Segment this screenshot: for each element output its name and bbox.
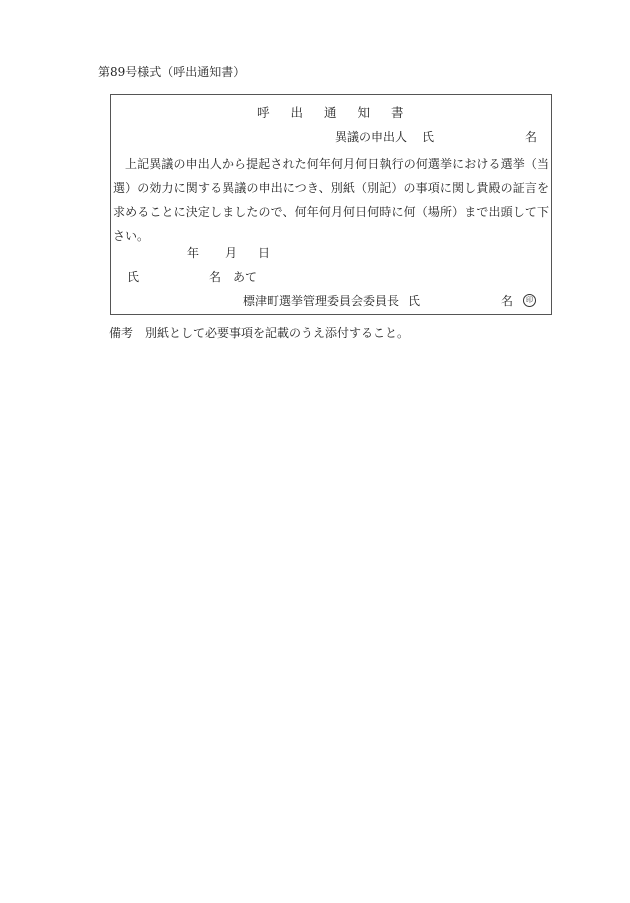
seal-mark: 印 [523, 294, 536, 307]
summons-notice-box [110, 94, 552, 315]
addressee-suffix: あて [233, 270, 258, 284]
applicant-given-name-label: 名 [525, 130, 538, 144]
addressee-surname-label: 氏 [127, 270, 140, 284]
remarks-text: 別紙として必要事項を記載のうえ添付すること。 [145, 326, 410, 340]
remarks-label: 備考 [109, 326, 134, 340]
applicant-label: 異議の申出人 [335, 130, 408, 144]
sender-surname-label: 氏 [408, 294, 421, 308]
sender-given-name-label: 名 [501, 294, 514, 308]
date-day-label: 日 [258, 246, 271, 260]
sender-organization: 標津町選挙管理委員会委員長 [243, 294, 400, 308]
addressee-given-name-label: 名 [209, 270, 222, 284]
notice-title: 呼出通知書 [257, 105, 425, 120]
date-year-label: 年 [187, 246, 200, 260]
notice-body: 上記異議の申出人から提起された何年何月何日執行の何選挙における選挙（当選）の効力に関する異議の申出につき、別紙（別記）の事項に関し貴殿の証言を求めることに決定しましたので、何年何月何日何時に何（場所）まで出頭して下さい。 [113, 157, 549, 243]
applicant-surname-label: 氏 [422, 130, 435, 144]
form-number-heading: 第89号様式（呼出通知書） [98, 65, 246, 79]
date-month-label: 月 [225, 246, 238, 260]
